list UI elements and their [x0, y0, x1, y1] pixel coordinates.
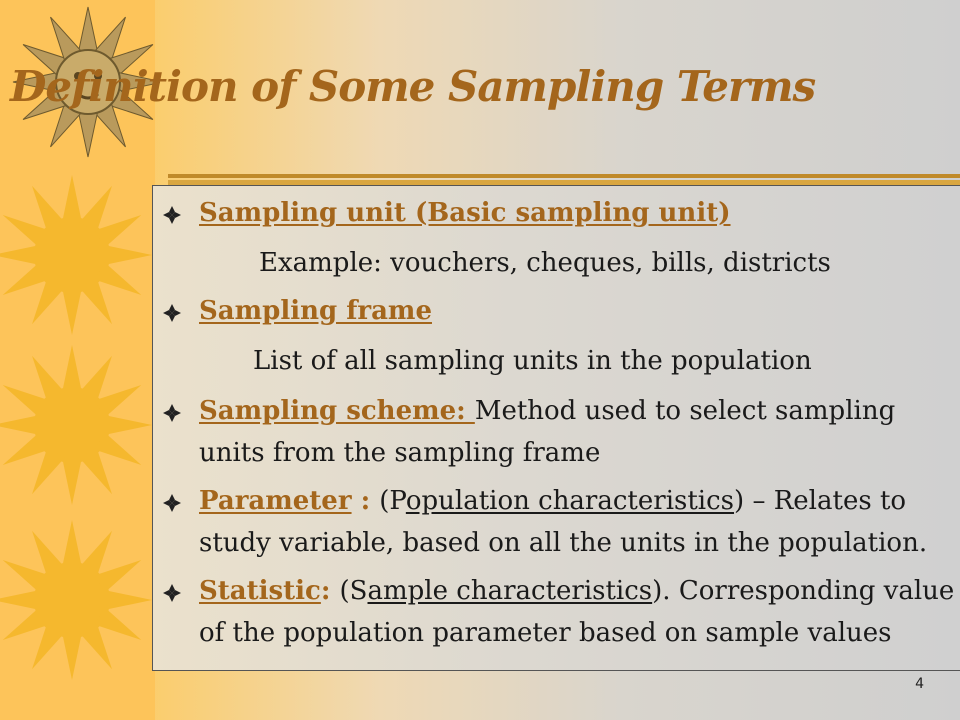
term-sampling-scheme: Sampling scheme: Method used to select sampling [199, 396, 896, 426]
sun-icon [0, 520, 152, 680]
term-parameter: Parameter : (Population characteristics) – Relates to [199, 486, 907, 516]
frame-description: List of all sampling units in the population [253, 346, 812, 376]
diamond-bullet-icon [163, 206, 181, 224]
statistic-description-line2: of the population parameter based on sample values [199, 618, 892, 648]
example-text: Example: vouchers, cheques, bills, districts [259, 248, 831, 278]
term-statistic: Statistic: (Sample characteristics). Corresponding value [199, 576, 955, 606]
parameter-description-line2: study variable, based on all the units in the population. [199, 528, 928, 558]
term-sampling-unit: Sampling unit (Basic sampling unit) [199, 198, 731, 228]
diamond-bullet-icon [163, 404, 181, 422]
sun-icon [0, 175, 152, 335]
page-number: 4 [915, 676, 924, 692]
sun-icon [0, 345, 152, 505]
term-sampling-frame: Sampling frame [199, 296, 432, 326]
scheme-description-line2: units from the sampling frame [199, 438, 601, 468]
diamond-bullet-icon [163, 584, 181, 602]
diamond-bullet-icon [163, 494, 181, 512]
content-box [152, 185, 960, 671]
slide-title: Definition of Some Sampling Terms [10, 62, 816, 111]
diamond-bullet-icon [163, 304, 181, 322]
